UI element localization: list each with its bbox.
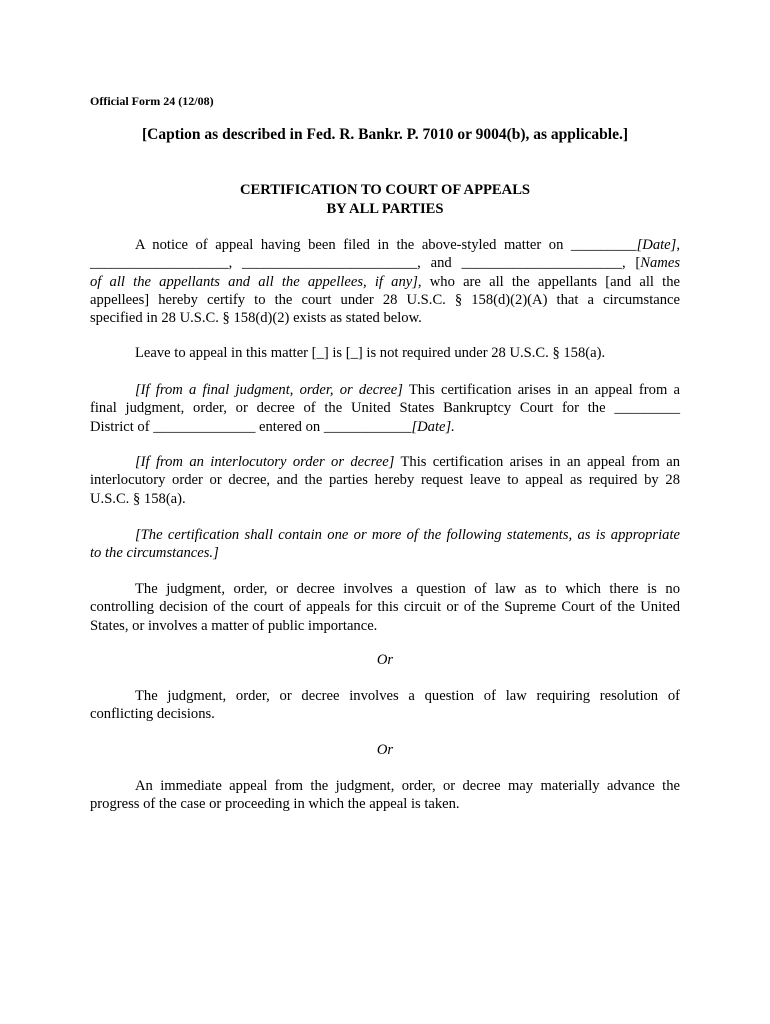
text: progress of the case or proceeding in which the appeal is taken.	[90, 796, 460, 813]
italic-text: Or	[376, 742, 394, 758]
text: The judgment, order, or decree involves a question of law requiring resolution of	[135, 688, 680, 704]
interlocutory-paragraph-line	[90, 490, 680, 508]
text: A notice of appeal having been filed in the above-styled matter on _________	[135, 237, 637, 253]
or-separator-line	[0, 651, 770, 669]
statement-public-importance-line	[90, 598, 680, 616]
text: This certification arises in an appeal from a	[402, 382, 680, 398]
text: controlling decision of the court of appeals for this circuit or of the Supreme Court of the United	[90, 599, 680, 616]
statement-immediate-appeal-line	[90, 795, 680, 813]
italic-text: Names	[640, 255, 680, 272]
notice-paragraph-line	[90, 254, 680, 272]
text: Leave to appeal in this matter [_] is [_] is not required under 28 U.S.C. § 158(a).	[135, 345, 606, 361]
italic-text: [If from a final judgment, order, or decree]	[135, 382, 403, 398]
text: U.S.C. § 158(a).	[90, 490, 186, 507]
text: , who are all the appellants [and all the	[417, 273, 680, 290]
text: This certification arises in an appeal from an	[394, 454, 680, 470]
instruction-paragraph-line	[90, 544, 680, 562]
interlocutory-paragraph-line	[135, 453, 680, 471]
italic-text: to the circumstances.]	[90, 545, 219, 562]
leave-paragraph-line	[135, 344, 680, 362]
notice-paragraph-line	[135, 236, 680, 254]
italic-text: [If from an interlocutory order or decree]	[135, 454, 395, 470]
italic-text: [Date].	[411, 418, 455, 435]
final-judgment-paragraph-line	[90, 399, 680, 417]
notice-paragraph-line	[90, 291, 680, 309]
notice-paragraph-line	[90, 309, 680, 327]
text: States, or involves a matter of public importance.	[90, 617, 378, 634]
final-judgment-paragraph-line	[135, 381, 680, 399]
text: conflicting decisions.	[90, 706, 215, 723]
notice-paragraph-line	[90, 273, 680, 291]
instruction-paragraph-line	[135, 526, 680, 544]
text: ___________________, ________________________, and ______________________, [	[90, 255, 641, 272]
text: final judgment, order, or decree of the United States Bankruptcy Court for the _________	[90, 400, 680, 417]
text: specified in 28 U.S.C. § 158(d)(2) exists as stated below.	[90, 310, 422, 327]
document-title-line-2: BY ALL PARTIES	[326, 201, 444, 217]
italic-text: Or	[376, 652, 394, 668]
italic-text: [Date]	[636, 237, 677, 253]
italic-text: [The certification shall contain one or more of the following statements, as is appropriate	[135, 527, 680, 543]
text: interlocutory order or decree, and the parties hereby request leave to appeal as required by 28	[90, 472, 680, 489]
caption-instruction: [Caption as described in Fed. R. Bankr. P. 7010 or 9004(b), as applicable.]	[141, 126, 628, 143]
text: District of ______________ entered on ____________	[90, 418, 412, 435]
text: appellees] hereby certify to the court under 28 U.S.C. § 158(d)(2)(A) that a circumstance	[90, 291, 680, 308]
or-separator-line	[0, 741, 770, 759]
form-id: Official Form 24 (12/08)	[90, 94, 214, 108]
statement-immediate-appeal-line	[135, 777, 680, 795]
statement-conflicting-decisions-line	[135, 687, 680, 705]
interlocutory-paragraph-line	[90, 471, 680, 489]
italic-text: of all the appellants and all the appellees, if any]	[90, 273, 418, 290]
final-judgment-paragraph-line	[90, 418, 680, 436]
text: The judgment, order, or decree involves a question of law as to which there is no	[135, 581, 680, 597]
statement-public-importance-line	[135, 580, 680, 598]
document-title: CERTIFICATION TO COURT OF APPEALS	[239, 182, 531, 198]
statement-public-importance-line	[90, 617, 680, 635]
statement-conflicting-decisions-line	[90, 705, 680, 723]
text: ,	[676, 237, 680, 253]
text: An immediate appeal from the judgment, order, or decree may materially advance the	[135, 778, 680, 794]
